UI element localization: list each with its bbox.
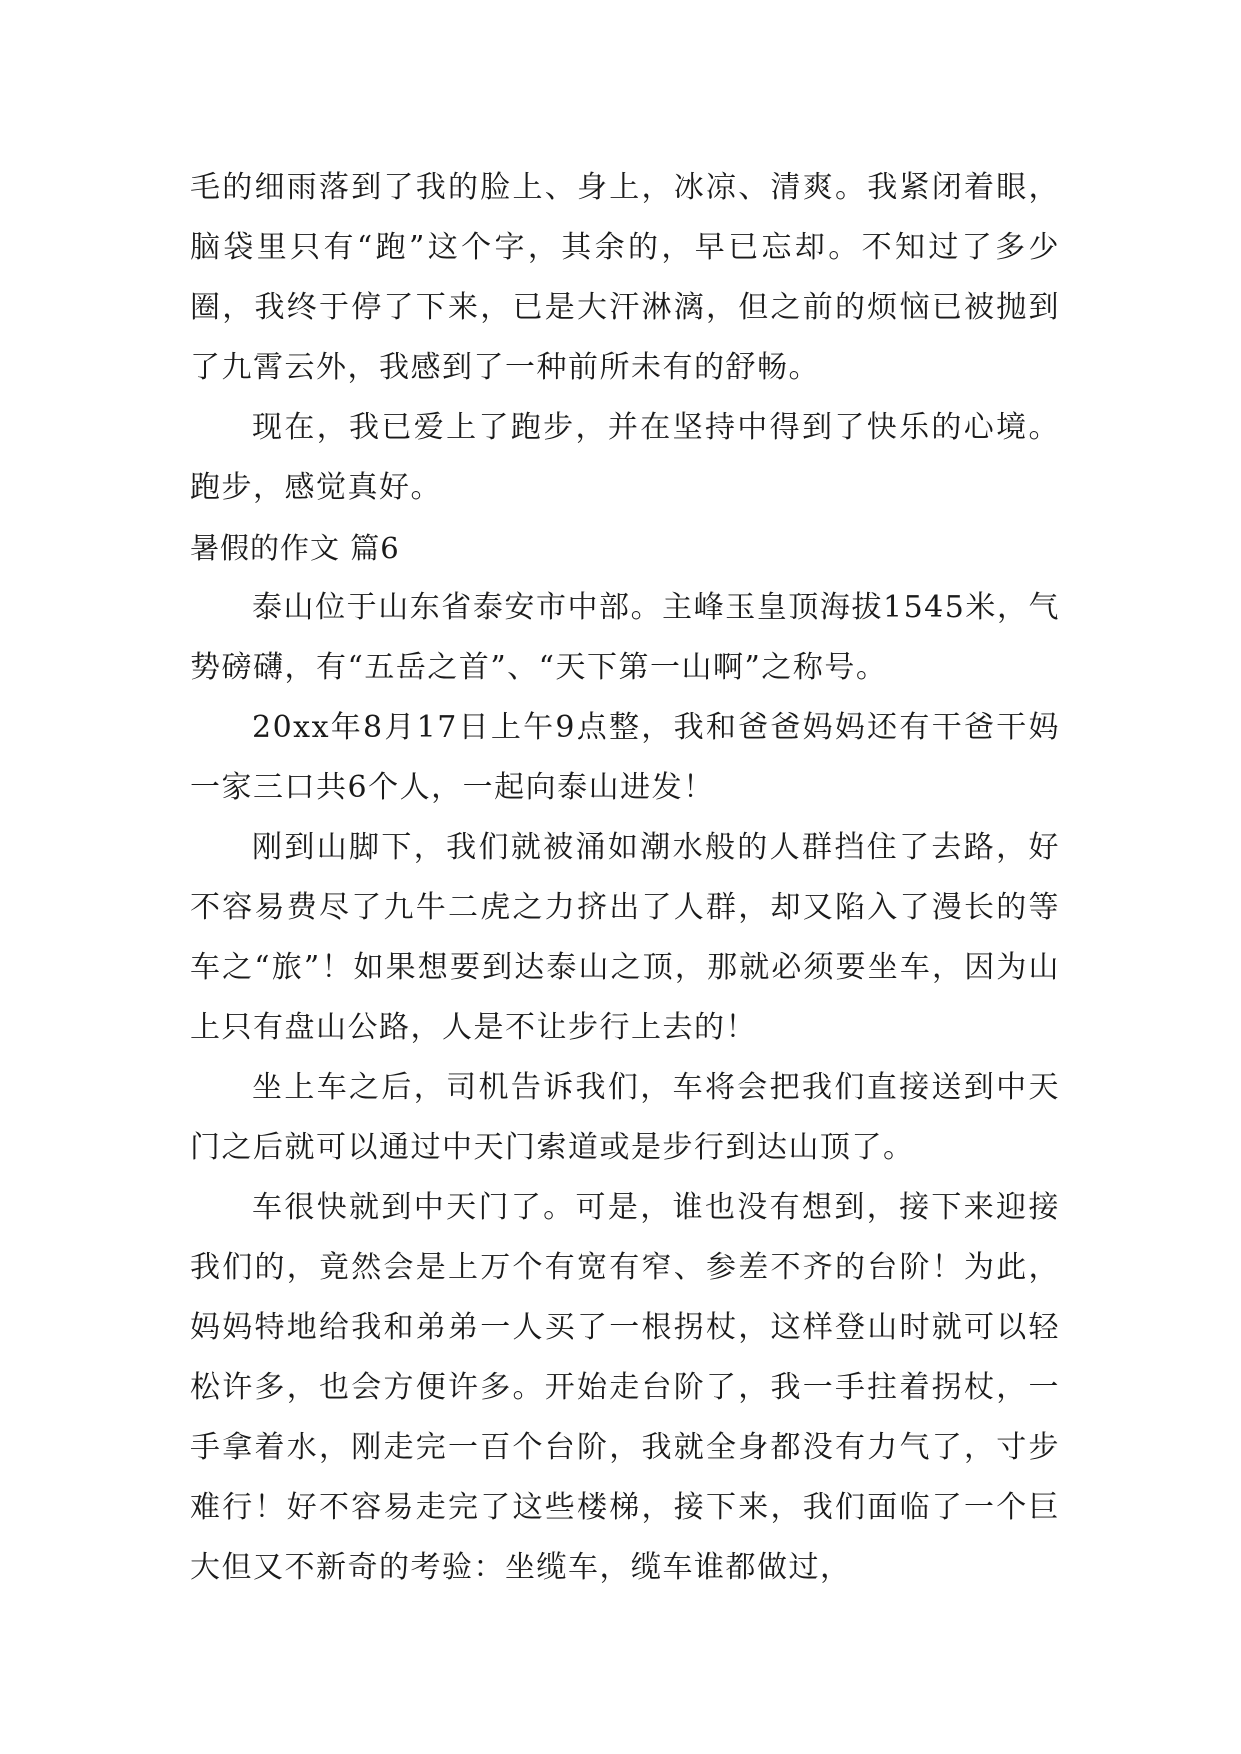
paragraph-6: 坐上车之后，司机告诉我们，车将会把我们直接送到中天门之后就可以通过中天门索道或是步行到达山顶了。 [190,1070,1060,1165]
section-heading: 暑假的作文 篇6 [190,531,400,565]
paragraph-5: 刚到山脚下，我们就被涌如潮水般的人群挡住了去路，好不容易费尽了九牛二虎之力挤出了人群，却又陷入了漫长的等车之“旅”！如果想要到达泰山之顶，那就必须要坐车，因为山上只有盘山公路，人是不让步行上去的！ [190,830,1060,1045]
document-page [190,158,1060,1598]
paragraph-3: 泰山位于山东省泰安市中部。主峰玉皇顶海拔1545米，气势磅礴，有“五岳之首”、“天下第一山啊”之称号。 [190,590,1060,685]
paragraph-2: 现在，我已爱上了跑步，并在坚持中得到了快乐的心境。跑步，感觉真好。 [190,410,1060,505]
paragraph-1: 毛的细雨落到了我的脸上、身上，冰凉、清爽。我紧闭着眼，脑袋里只有“跑”这个字，其余的，早已忘却。不知过了多少圈，我终于停了下来，已是大汗淋漓，但之前的烦恼已被抛到了九霄云外，我感到了一种前所未有的舒畅。 [190,170,1060,385]
paragraph-4: 20xx年8月17日上午9点整，我和爸爸妈妈还有干爸干妈一家三口共6个人，一起向泰山进发！ [190,710,1060,805]
paragraph-7: 车很快就到中天门了。可是，谁也没有想到，接下来迎接我们的，竟然会是上万个有宽有窄、参差不齐的台阶！为此，妈妈特地给我和弟弟一人买了一根拐杖，这样登山时就可以轻松许多，也会方便许多。开始走台阶了，我一手拄着拐杖，一手拿着水，刚走完一百个台阶，我就全身都没有力气了，寸步难行！好不容易走完了这些楼梯，接下来，我们面临了一个巨大但又不新奇的考验：坐缆车，缆车谁都做过， [190,1190,1060,1585]
